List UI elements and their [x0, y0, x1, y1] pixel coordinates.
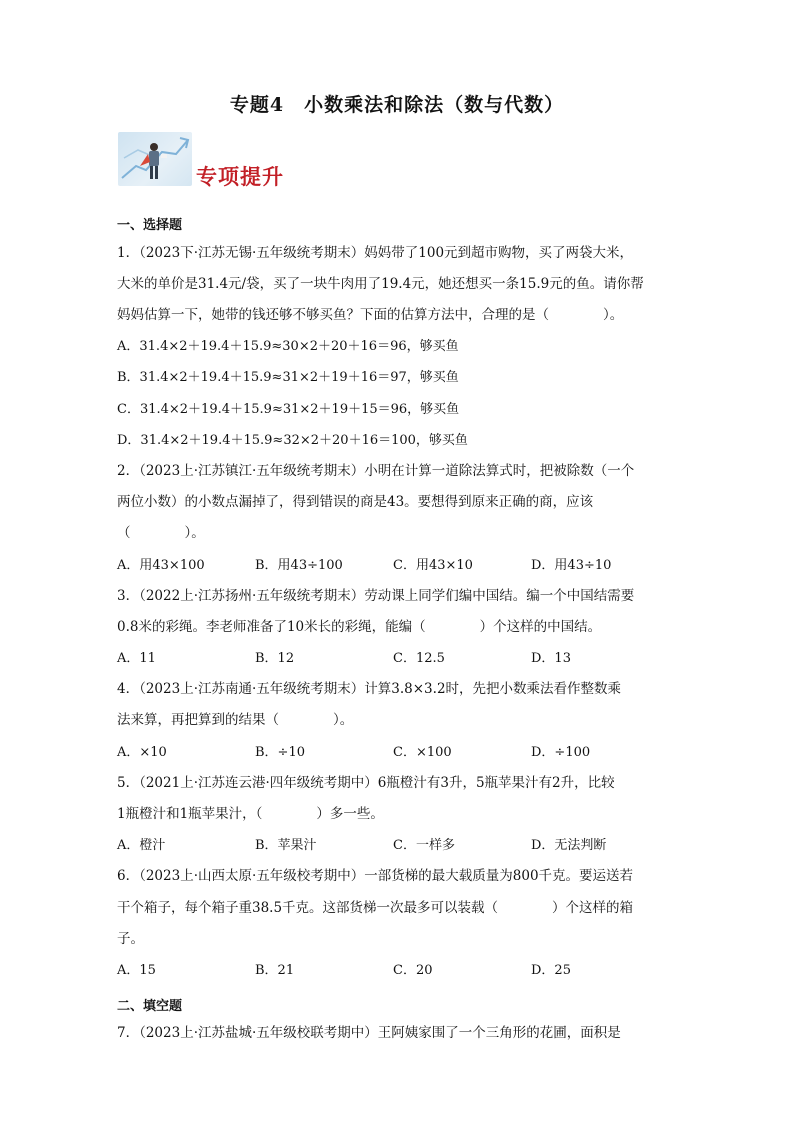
banner-illustration: [118, 132, 192, 186]
question-5-option-a: A．橙汁: [117, 838, 166, 853]
question-6-option-c: C．20: [393, 963, 433, 978]
question-2-option-d: D．用43÷10: [531, 558, 612, 573]
question-4-option-a: A．×10: [117, 745, 167, 760]
question-2-option-c: C．用43×10: [393, 558, 473, 573]
question-4-option-c: C．×100: [393, 745, 452, 760]
question-6-line-2: 干个箱子，每个箱子重38.5千克。这部货梯一次最多可以装载（ ）个这样的箱: [117, 900, 634, 916]
question-2-option-a: A．用43×100: [117, 558, 205, 573]
question-6-option-a: A．15: [117, 963, 156, 978]
question-1-line-3: 妈妈估算一下，她带的钱还够不够买鱼？下面的估算方法中，合理的是（ ）。: [117, 307, 624, 323]
question-6-line-3: 子。: [117, 931, 144, 947]
question-4-option-b: B．÷10: [255, 745, 305, 760]
question-4-line-2: 法来算，再把算到的结果（ ）。: [117, 712, 354, 728]
question-5-option-c: C．一样多: [393, 838, 455, 853]
question-3-line-2: 0.8米的彩绳。李老师准备了10米长的彩绳，能编（ ）个这样的中国结。: [117, 619, 602, 635]
question-1-line-2: 大米的单价是31.4元/袋，买了一块牛肉用了19.4元，她还想买一条15.9元的鱼。请你帮: [117, 276, 644, 292]
page-title: 专题4 小数乘法和除法（数与代数）: [229, 94, 565, 116]
question-2-line-2: 两位小数）的小数点漏掉了，得到错误的商是43。要想得到原来正确的商，应该: [117, 494, 594, 510]
section-banner: [118, 132, 293, 190]
question-1-option-b: B．31.4×2＋19.4＋15.9≈31×2＋19＋16＝97，够买鱼: [117, 370, 459, 385]
section-heading-choice: 一、选择题: [117, 218, 183, 233]
question-1-option-a: A．31.4×2＋19.4＋15.9≈30×2＋20＋16＝96，够买鱼: [117, 339, 459, 354]
question-6-option-d: D．25: [531, 963, 571, 978]
question-5-line-2: 1瓶橙汁和1瓶苹果汁，（ ）多一些。: [117, 806, 384, 822]
question-4-option-d: D．÷100: [531, 745, 591, 760]
question-6-option-b: B．21: [255, 963, 295, 978]
question-5-line-1: 5．（2021上·江苏连云港·四年级统考期中）6瓶橙汁有3升，5瓶苹果汁有2升，比较: [117, 775, 615, 791]
question-1-option-d: D．31.4×2＋19.4＋15.9≈32×2＋20＋16＝100，够买鱼: [117, 433, 468, 448]
banner-label: 专项提升: [196, 164, 284, 189]
question-6-line-1: 6．（2023上·山西太原·五年级校考期中）一部货梯的最大载质量为800千克。要运送若: [117, 868, 634, 884]
question-3-option-b: B．12: [255, 651, 295, 666]
question-3-option-a: A．11: [117, 651, 156, 666]
question-4-line-1: 4．（2023上·江苏南通·五年级统考期末）计算3.8×3.2时，先把小数乘法看作整数乘: [117, 681, 622, 697]
question-7-line-1: 7．（2023上·江苏盐城·五年级校联考期中）王阿姨家围了一个三角形的花圃，面积是: [117, 1025, 621, 1041]
question-5-option-b: B．苹果汁: [255, 838, 317, 853]
question-2-option-b: B．用43÷100: [255, 558, 343, 573]
question-2-line-1: 2．（2023上·江苏镇江·五年级统考期末）小明在计算一道除法算式时，把被除数（一个: [117, 463, 635, 479]
question-3-line-1: 3．（2022上·江苏扬州·五年级统考期末）劳动课上同学们编中国结。编一个中国结需要: [117, 588, 635, 604]
question-3-option-c: C．12.5: [393, 651, 445, 666]
section-heading-fill: 二、填空题: [117, 999, 183, 1014]
question-1-line-1: 1．（2023下·江苏无锡·五年级统考期末）妈妈带了100元到超市购物，买了两袋大米，: [117, 245, 634, 261]
question-2-line-3: （ ）。: [117, 525, 205, 541]
question-5-option-d: D．无法判断: [531, 838, 607, 853]
question-3-option-d: D．13: [531, 651, 571, 666]
question-1-option-c: C．31.4×2＋19.4＋15.9≈31×2＋19＋15＝96，够买鱼: [117, 402, 460, 417]
